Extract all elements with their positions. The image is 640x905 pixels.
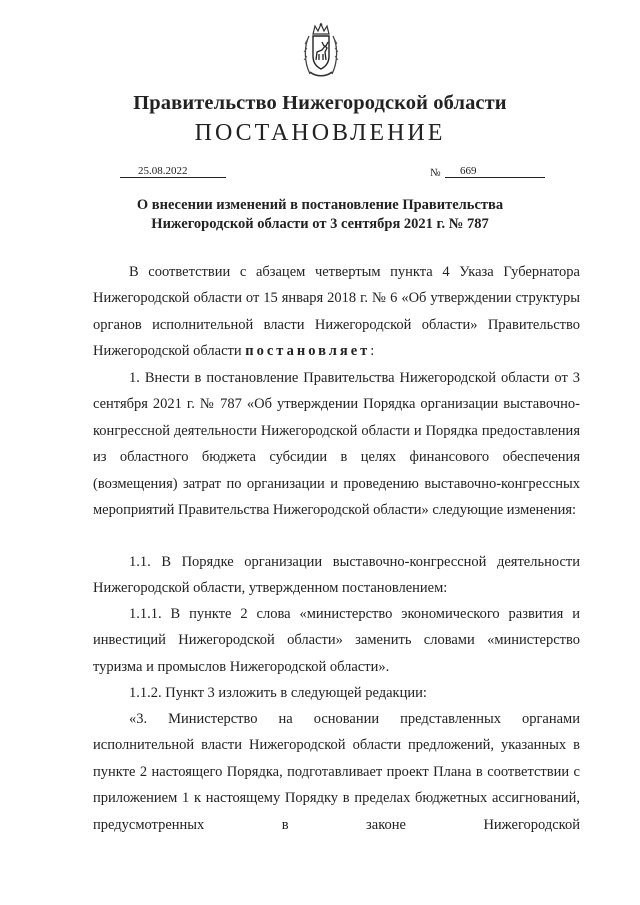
document-subject [110, 196, 530, 234]
subject-line-2: Нижегородской области от 3 сентября 2021 г. № 787 [151, 216, 489, 232]
document-type: ПОСТАНОВЛЕНИЕ [194, 120, 446, 146]
paragraph-preamble [93, 259, 580, 365]
item-1-1-text: 1.1. В Порядке организации выставочно-конгрессной деятельности Нижегородской области, утвержденном постановлением: [93, 554, 580, 597]
quoted-item-3-text: «3. Министерство на основании представленных органами исполнительной власти Нижегородской области предложений, указанных в пункте 2 настоящего Порядка, подготавливает проект Плана в соответствии с приложением 1 к настоящему Порядку в пределах бюджетных ассигнований, предусмотренных в законе Нижегородской [93, 711, 580, 833]
government-title: Правительство Нижегородской области [133, 92, 507, 114]
preamble-end: : [370, 343, 375, 360]
document-date: 25.08.2022 [138, 165, 188, 177]
paragraph-item-1 [93, 365, 580, 523]
document-number: 669 [460, 165, 477, 177]
preamble-text: В соответствии с абзацем четвертым пункта 4 Указа Губернатора Нижегородской области от 15 января 2018 г. № 6 «Об утверждении структуры органов исполнительной власти Нижегородской области» Правительство Нижегородской области [93, 264, 580, 360]
number-field [445, 165, 545, 178]
date-field [120, 165, 226, 178]
item-1-1-1-text: 1.1.1. В пункте 2 слова «министерство экономического развития и инвестиций Нижегородской области» заменить словами «министерство туризма и промыслов Нижегородской области». [93, 606, 580, 675]
paragraph-item-1-1-2 [93, 680, 580, 706]
paragraph-quoted-item-3 [93, 706, 580, 838]
subject-line-1: О внесении изменений в постановление Правительства [136, 197, 504, 213]
item-1-text: 1. Внести в постановление Правительства Нижегородской области от 3 сентября 2021 г. № 787 «Об утверждении Порядка организации выставочно-конгрессной деятельности Нижегородской области и Порядка предоставления из областного бюджета субсидии в целях финансового обеспечения (возмещения) затрат по организации и проведению выставочно-конгрессных мероприятий Правительства Нижегородской области» следующие изменения: [93, 370, 580, 519]
paragraph-item-1-1 [93, 549, 580, 602]
number-sign: № [430, 167, 441, 179]
paragraph-item-1-1-1 [93, 601, 580, 680]
coat-of-arms-icon [302, 22, 340, 78]
item-1-1-2-text: 1.1.2. Пункт 3 изложить в следующей редакции: [129, 685, 427, 701]
preamble-decree-word: постановляет [245, 343, 371, 360]
